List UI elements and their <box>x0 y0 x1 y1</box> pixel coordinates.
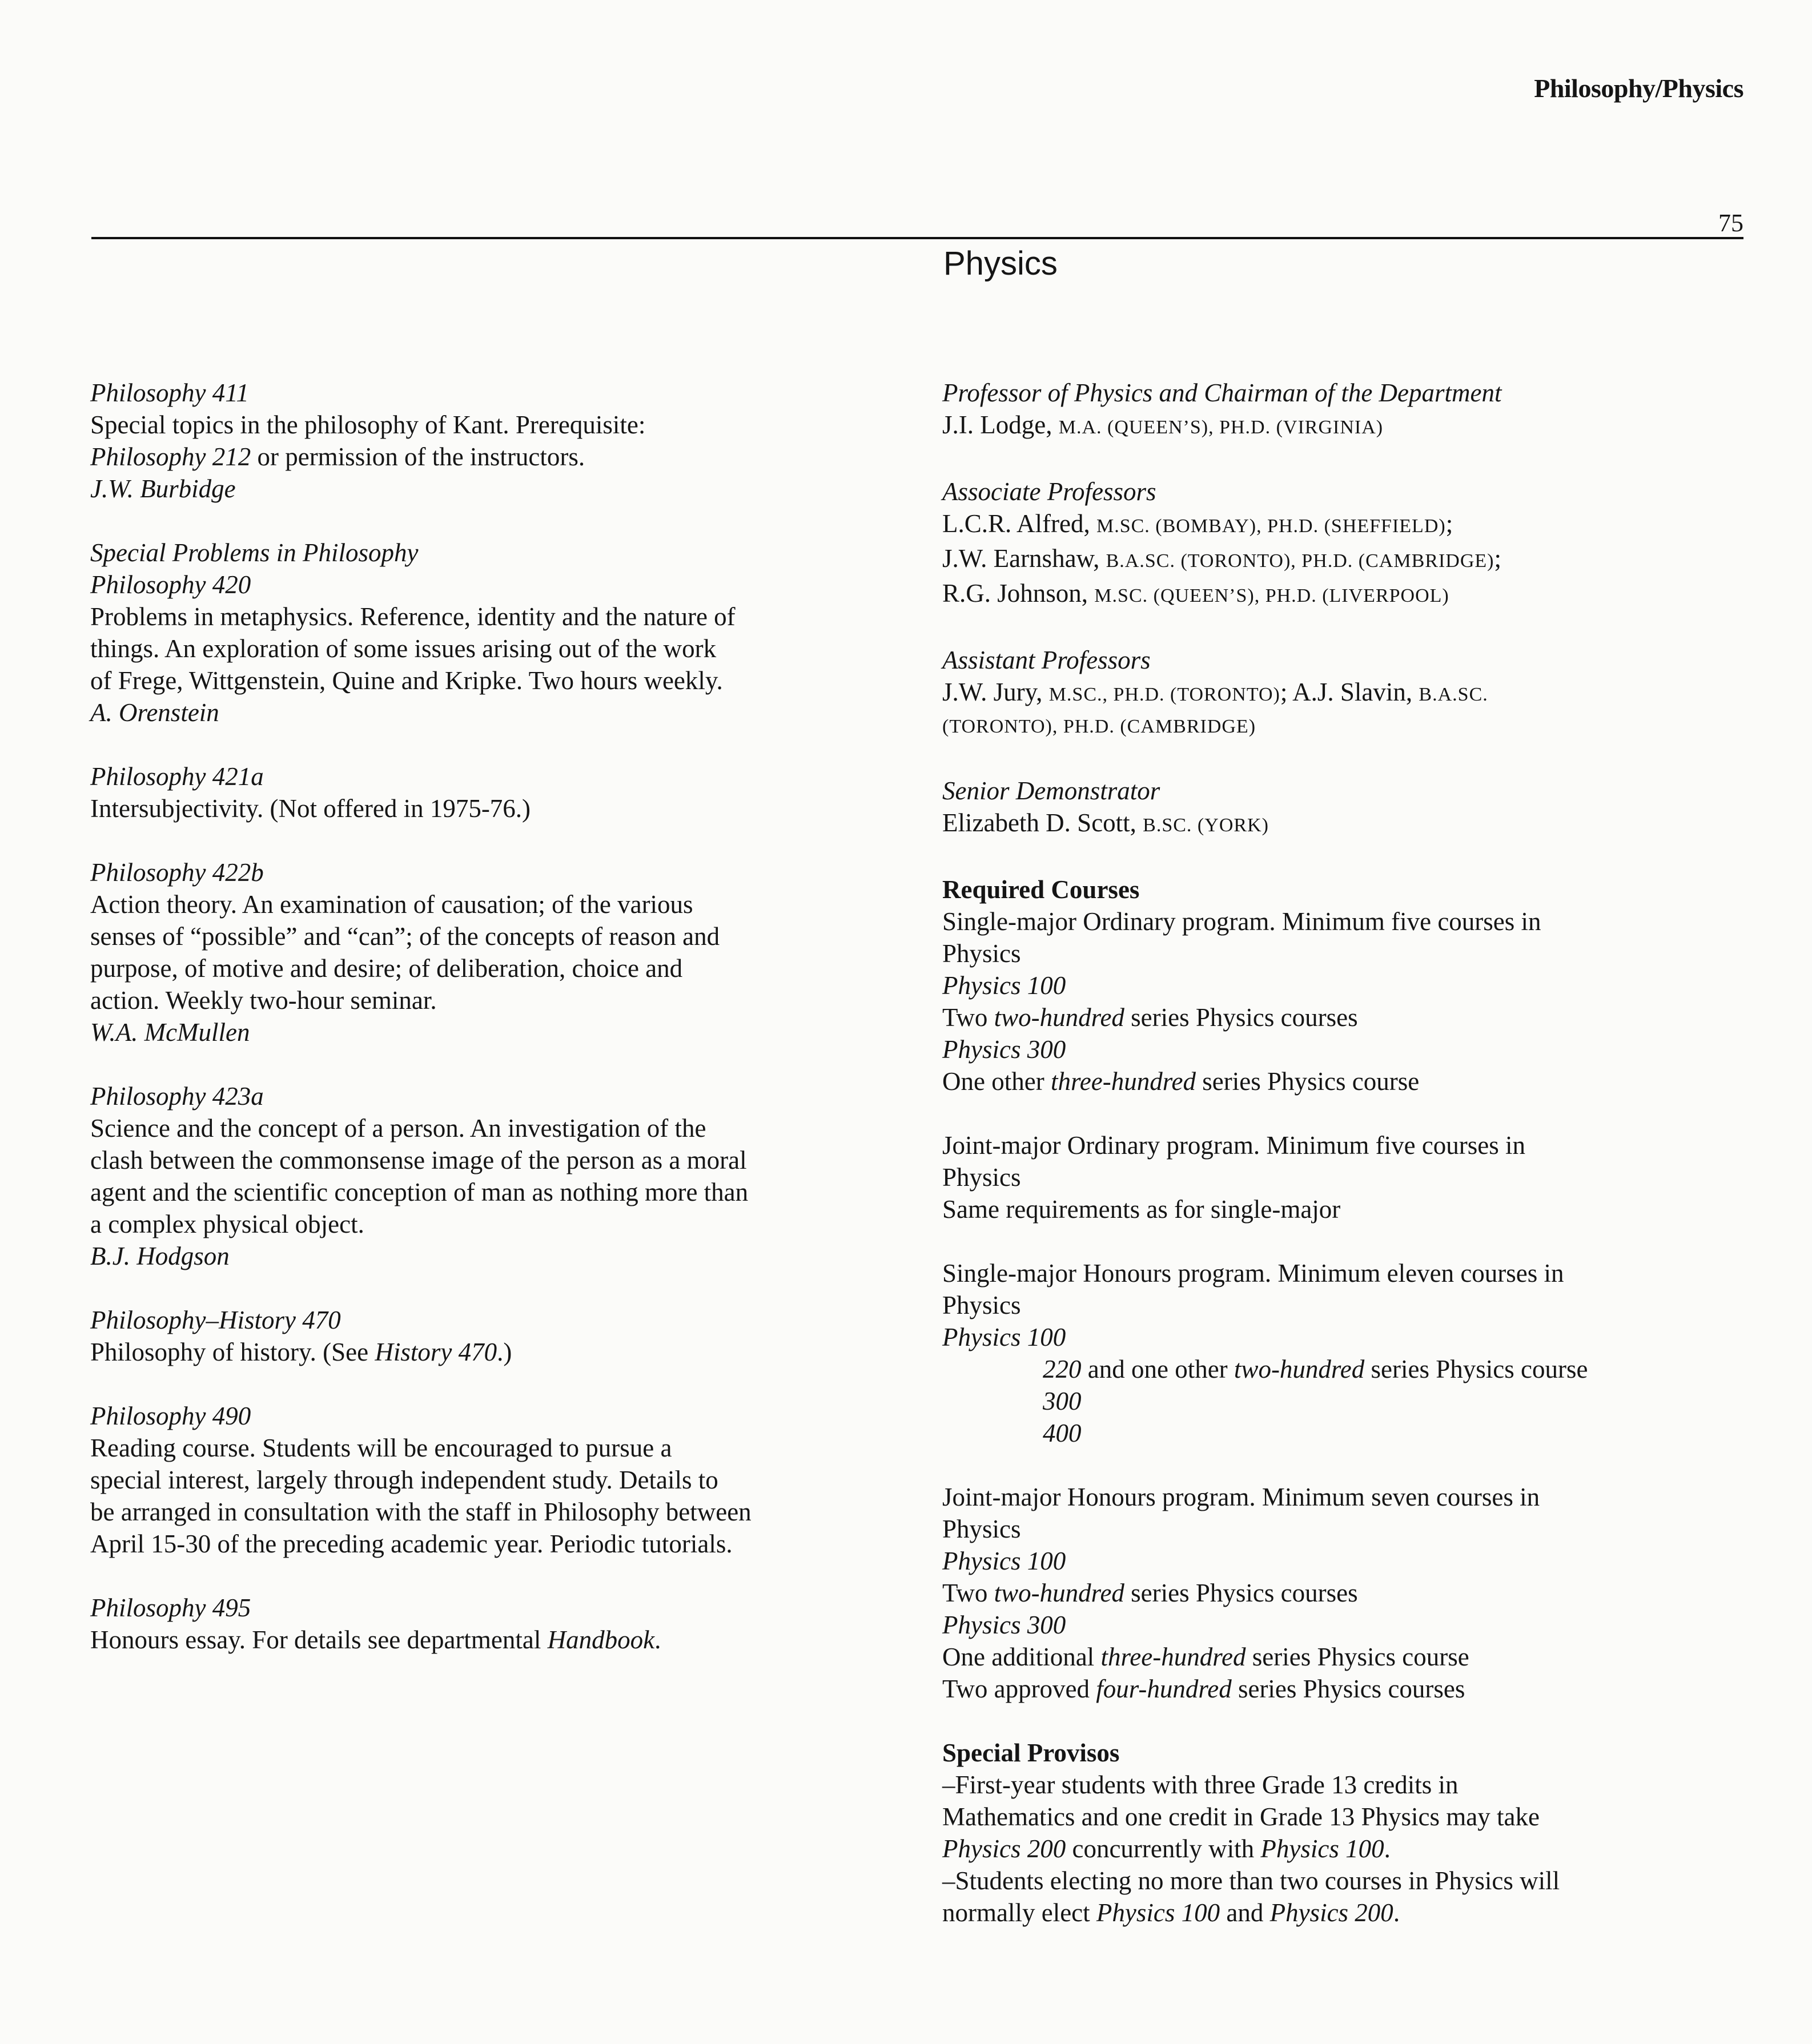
program-desc: Same requirements as for single-major <box>942 1195 1341 1224</box>
requirement <box>942 1065 1753 1097</box>
course-title: Philosophy 422b <box>90 858 264 887</box>
course-desc-line: Problems in metaphysics. Reference, identity and the nature of <box>90 602 736 631</box>
faculty-demonstrator <box>942 775 1753 842</box>
faculty-role: Senior Demonstrator <box>942 776 1160 805</box>
course-title: Philosophy–History 470 <box>90 1306 341 1334</box>
course-ref: History 470 <box>375 1338 497 1366</box>
department-title: Physics <box>943 245 1058 282</box>
course-desc-text: or permission of the instructors. <box>251 442 585 471</box>
requirement-text: series Physics course <box>1246 1643 1469 1671</box>
proviso-line <box>942 1833 1753 1865</box>
course-desc-line: be arranged in consultation with the staff in Philosophy between <box>90 1498 752 1526</box>
required-courses <box>942 874 1753 1705</box>
course-desc-line: action. Weekly two-hour seminar. <box>90 986 437 1015</box>
course-desc-line: of Frege, Wittgenstein, Quine and Kripke. Two hours weekly. <box>90 666 723 695</box>
requirement-text: series Physics course <box>1196 1067 1420 1096</box>
faculty-credentials: B.A.SC. (TORONTO), PH.D. (CAMBRIDGE) <box>1106 550 1494 572</box>
faculty-member <box>942 676 1753 711</box>
instructor: B.J. Hodgson <box>90 1242 230 1270</box>
program-desc: Single-major Ordinary program. Minimum five courses in <box>942 907 1541 936</box>
program-joint-ordinary <box>942 1129 1753 1225</box>
course-desc-line: purpose, of motive and desire; of deliberation, choice and <box>90 954 683 983</box>
requirement-text: Two approved <box>942 1675 1096 1703</box>
section-heading: Special Provisos <box>942 1739 1120 1767</box>
course-ref: Physics 100 <box>942 971 1066 1000</box>
program-desc: Single-major Honours program. Minimum eleven courses in <box>942 1259 1564 1287</box>
course-entry-420 <box>90 537 901 729</box>
instructor: J.W. Burbidge <box>90 474 236 503</box>
faculty-member <box>942 577 1753 612</box>
faculty-name: J.I. Lodge, <box>942 411 1059 439</box>
proviso-text: . <box>1384 1834 1391 1863</box>
course-ref: Handbook <box>547 1625 655 1654</box>
faculty-role: Associate Professors <box>942 477 1156 506</box>
right-column <box>942 377 1753 1929</box>
requirement <box>942 1001 1753 1033</box>
requirement-series: two-hundred <box>994 1579 1124 1607</box>
course-desc-line: Science and the concept of a person. An investigation of the <box>90 1114 706 1142</box>
proviso-text: normally elect <box>942 1898 1096 1927</box>
course-desc <box>90 441 901 473</box>
requirement-series: four-hundred <box>1096 1675 1232 1703</box>
course-title: Philosophy 495 <box>90 1594 251 1622</box>
course-title: Philosophy 423a <box>90 1082 264 1110</box>
faculty-name: R.G. Johnson, <box>942 579 1095 607</box>
course-desc-text: .) <box>497 1338 512 1366</box>
requirement-text: series Physics courses <box>1124 1579 1358 1607</box>
course-title: Philosophy 411 <box>90 379 249 407</box>
course-ref: Physics 300 <box>942 1035 1066 1064</box>
proviso-text: . <box>1393 1898 1400 1927</box>
course-title: Philosophy 490 <box>90 1402 251 1430</box>
proviso-line: –First-year students with three Grade 13 credits in <box>942 1771 1459 1799</box>
faculty-role: Assistant Professors <box>942 646 1151 674</box>
special-provisos <box>942 1737 1753 1929</box>
faculty-associate <box>942 476 1753 612</box>
course-desc-line: agent and the scientific conception of man as nothing more than <box>90 1178 749 1206</box>
faculty-credentials: M.SC. (QUEEN’S), PH.D. (LIVERPOOL) <box>1094 585 1449 606</box>
requirement-text: One additional <box>942 1643 1101 1671</box>
instructor: A. Orenstein <box>90 698 219 727</box>
program-desc: Joint-major Honours program. Minimum seven courses in <box>942 1483 1540 1511</box>
section-heading: Special Problems in Philosophy <box>90 538 419 567</box>
course-ref: 400 <box>1043 1419 1082 1447</box>
faculty-member <box>942 542 1753 577</box>
course-desc-line: a complex physical object. <box>90 1210 364 1238</box>
course-desc-line: special interest, largely through independent study. Details to <box>90 1466 718 1494</box>
course-desc-line: Action theory. An examination of causation; of the various <box>90 890 693 919</box>
course-ref: Physics 300 <box>942 1611 1066 1639</box>
course-desc-line: things. An exploration of some issues arising out of the work <box>90 634 717 663</box>
requirement-series: two-hundred <box>994 1003 1124 1032</box>
course-desc-line: Reading course. Students will be encouraged to pursue a <box>90 1434 672 1462</box>
course-desc-line: April 15-30 of the preceding academic year. Periodic tutorials. <box>90 1530 733 1558</box>
requirement-text: Two <box>942 1579 994 1607</box>
program-desc: Physics <box>942 1291 1021 1319</box>
proviso-line: Mathematics and one credit in Grade 13 Physics may take <box>942 1802 1540 1831</box>
faculty-name: J.W. Earnshaw, <box>942 544 1106 573</box>
requirement-text: series Physics courses <box>1231 1675 1465 1703</box>
faculty-assistant <box>942 644 1753 743</box>
course-ref: 220 <box>1043 1355 1082 1383</box>
page-number: 75 <box>1718 209 1743 237</box>
requirement-text: One other <box>942 1067 1051 1096</box>
course-desc-line: clash between the commonsense image of the person as a moral <box>90 1146 747 1174</box>
course-entry-423a <box>90 1080 901 1272</box>
header-rule <box>91 237 1743 239</box>
course-desc-text: Philosophy of history. (See <box>90 1338 375 1366</box>
course-title: Philosophy 421a <box>90 762 264 791</box>
faculty-credentials: B.SC. (YORK) <box>1143 815 1269 836</box>
course-desc: Intersubjectivity. (Not offered in 1975-76.) <box>90 794 531 823</box>
faculty-credentials: (TORONTO), PH.D. (CAMBRIDGE) <box>942 716 1256 737</box>
course-desc <box>90 1624 901 1656</box>
course-entry-490 <box>90 1400 901 1560</box>
course-desc: Special topics in the philosophy of Kant. Prerequisite: <box>90 411 646 439</box>
course-entry-470 <box>90 1304 901 1368</box>
program-desc: Physics <box>942 939 1021 968</box>
faculty-name: J.W. Jury, <box>942 678 1049 706</box>
section-heading: Required Courses <box>942 875 1140 904</box>
separator: ; <box>1445 509 1453 538</box>
faculty-chair <box>942 377 1753 444</box>
program-single-ordinary <box>942 906 1753 1097</box>
course-desc-text: . <box>654 1625 661 1654</box>
faculty-name: L.C.R. Alfred, <box>942 509 1096 538</box>
course-entry-422b <box>90 856 901 1048</box>
course-entry-411 <box>90 377 901 505</box>
requirement <box>942 1673 1753 1705</box>
course-desc-text: Honours essay. For details see departmental <box>90 1625 548 1654</box>
faculty-member <box>942 807 1753 842</box>
proviso-text: concurrently with <box>1066 1834 1261 1863</box>
course-title: Philosophy 420 <box>90 570 251 599</box>
proviso-text: and <box>1220 1898 1270 1927</box>
instructor: W.A. McMullen <box>90 1018 250 1047</box>
faculty-member <box>942 409 1753 444</box>
faculty-credentials: M.SC., PH.D. (TORONTO) <box>1048 684 1280 705</box>
requirement-text: series Physics courses <box>1124 1003 1358 1032</box>
course-ref: Physics 100 <box>1260 1834 1384 1863</box>
course-entry-421a <box>90 761 901 824</box>
requirement-series: two-hundred <box>1234 1355 1365 1383</box>
requirement-series: three-hundred <box>1050 1067 1196 1096</box>
proviso-line <box>942 1897 1753 1929</box>
running-head: Philosophy/Physics <box>1534 74 1743 103</box>
course-ref: 300 <box>1043 1387 1082 1415</box>
program-desc: Physics <box>942 1515 1021 1543</box>
requirement-text: Two <box>942 1003 994 1032</box>
program-single-honours <box>942 1257 1753 1449</box>
program-joint-honours <box>942 1481 1753 1705</box>
course-ref: Physics 200 <box>942 1834 1066 1863</box>
faculty-name: ; A.J. Slavin, <box>1280 678 1419 706</box>
requirement-series: three-hundred <box>1100 1643 1246 1671</box>
faculty-credentials: M.SC. (BOMBAY), PH.D. (SHEFFIELD) <box>1096 516 1446 537</box>
program-desc: Physics <box>942 1163 1021 1192</box>
course-ref: Physics 100 <box>942 1323 1066 1351</box>
requirement-text: series Physics course <box>1364 1355 1588 1383</box>
faculty-name: Elizabeth D. Scott, <box>942 808 1143 837</box>
requirement <box>942 1577 1753 1609</box>
requirement <box>942 1641 1753 1673</box>
left-column <box>90 377 901 1688</box>
requirement-text: and one other <box>1081 1355 1234 1383</box>
requirement <box>942 1353 1753 1385</box>
course-ref: Physics 200 <box>1269 1898 1393 1927</box>
course-ref: Physics 100 <box>1096 1898 1220 1927</box>
separator: ; <box>1494 544 1501 573</box>
course-entry-495 <box>90 1592 901 1656</box>
proviso-line: –Students electing no more than two courses in Physics will <box>942 1866 1560 1895</box>
course-ref: Philosophy 212 <box>90 442 251 471</box>
faculty-role: Professor of Physics and Chairman of the Department <box>942 379 1502 407</box>
faculty-credentials: B.A.SC. <box>1419 684 1488 705</box>
faculty-member <box>942 508 1753 542</box>
course-desc-line: senses of “possible” and “can”; of the concepts of reason and <box>90 922 720 951</box>
program-desc: Joint-major Ordinary program. Minimum five courses in <box>942 1131 1526 1160</box>
course-ref: Physics 100 <box>942 1547 1066 1575</box>
course-desc <box>90 1336 901 1368</box>
faculty-credentials: M.A. (QUEEN’S), PH.D. (VIRGINIA) <box>1058 417 1384 438</box>
